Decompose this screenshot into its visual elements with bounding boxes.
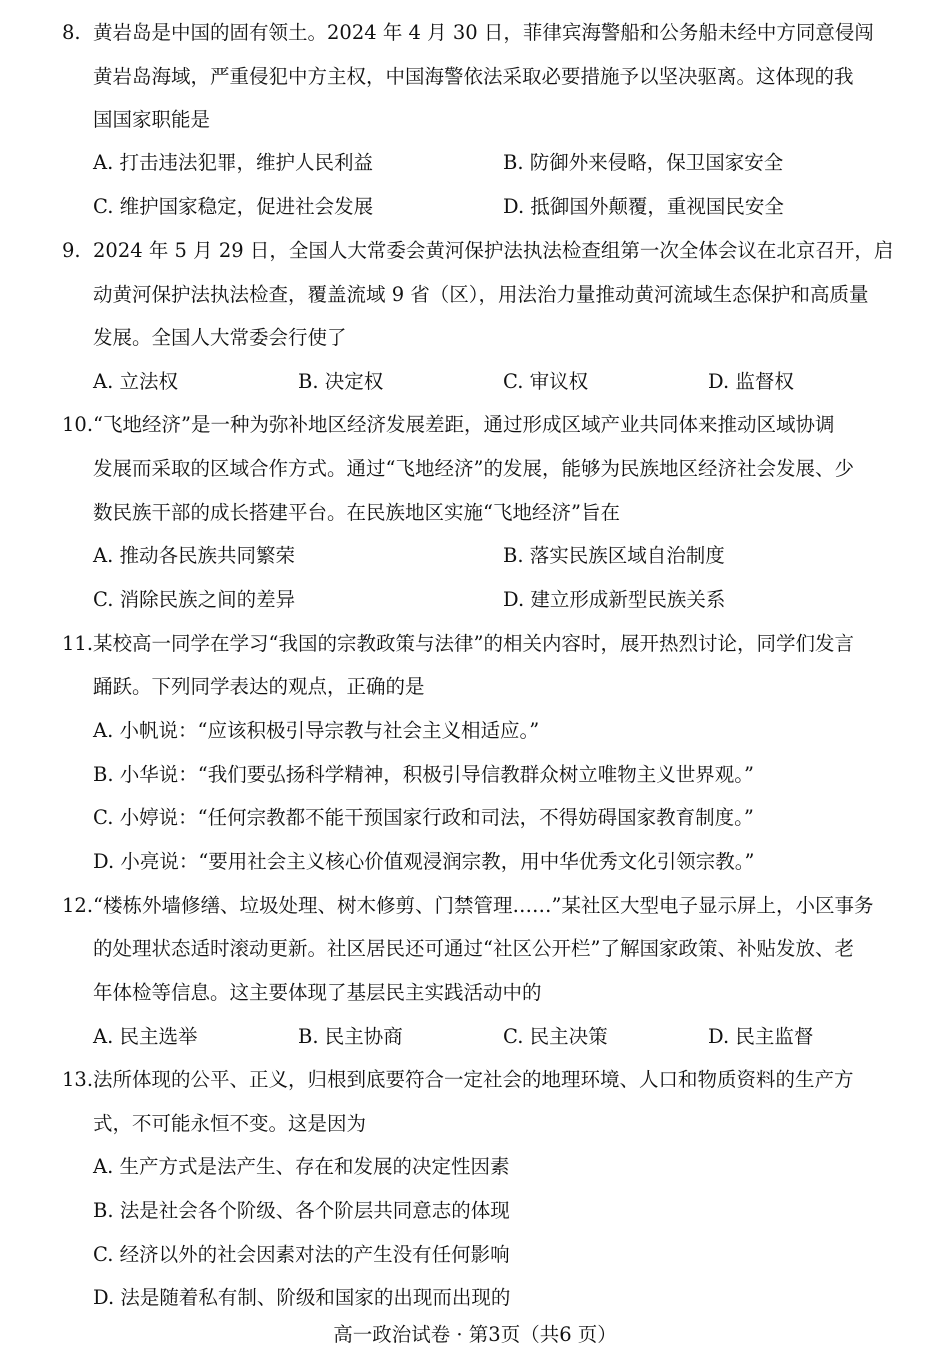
question-text-line: 法所体现的公平、正义，归根到底要符合一定社会的地理环境、人口和物质资料的生产方 <box>93 1068 854 1091</box>
option-c: C. 民主决策 <box>503 1025 608 1048</box>
page-footer: 高一政治试卷 · 第3页（共6 页） <box>333 1323 617 1346</box>
option-a: A. 推动各民族共同繁荣 <box>93 544 295 567</box>
question-number: 11. <box>62 632 94 655</box>
question-text-line: “飞地经济”是一种为弥补地区经济发展差距，通过形成区域产业共同体来推动区域协调 <box>93 413 835 436</box>
option-b: B. 落实民族区域自治制度 <box>503 544 725 567</box>
question-text-line: 数民族干部的成长搭建平台。在民族地区实施“飞地经济”旨在 <box>93 501 620 524</box>
option-d: D. 监督权 <box>708 370 794 393</box>
question-number: 13. <box>62 1068 94 1091</box>
question-number: 8. <box>62 21 81 44</box>
question-text-line: 国国家职能是 <box>93 108 211 131</box>
option-b: B. 防御外来侵略，保卫国家安全 <box>503 151 784 174</box>
option-d: D. 民主监督 <box>708 1025 814 1048</box>
question-text-line: 式，不可能永恒不变。这是因为 <box>93 1112 367 1135</box>
question-text-line: 发展。全国人大常委会行使了 <box>93 326 347 349</box>
option-c: C. 维护国家稳定，促进社会发展 <box>93 195 374 218</box>
option-d: D. 建立形成新型民族关系 <box>503 588 726 611</box>
option-d: D. 抵御国外颠覆，重视国民安全 <box>503 195 784 218</box>
question-text-line: 年体检等信息。这主要体现了基层民主实践活动中的 <box>93 981 542 1004</box>
option-a: A. 小帆说：“应该积极引导宗教与社会主义相适应。” <box>93 719 540 742</box>
option-d: D. 小亮说：“要用社会主义核心价值观浸润宗教，用中华优秀文化引领宗教。” <box>93 850 755 873</box>
question-number: 9. <box>62 239 81 262</box>
question-text-line: 黄岩岛海域，严重侵犯中方主权，中国海警依法采取必要措施予以坚决驱离。这体现的我 <box>93 65 854 88</box>
option-a: A. 立法权 <box>93 370 178 393</box>
question-text-line: 发展而采取的区域合作方式。通过“飞地经济”的发展，能够为民族地区经济社会发展、少 <box>93 457 854 480</box>
option-d: D. 法是随着私有制、阶级和国家的出现而出现的 <box>93 1286 511 1309</box>
option-c: C. 审议权 <box>503 370 589 393</box>
question-text-line: 某校高一同学在学习“我国的宗教政策与法律”的相关内容时，展开热烈讨论，同学们发言 <box>93 632 854 655</box>
question-text-line: 动黄河保护法执法检查，覆盖流域 9 省（区），用法治力量推动黄河流域生态保护和高质量 <box>93 283 869 306</box>
option-b: B. 决定权 <box>298 370 384 393</box>
question-number: 10. <box>62 413 94 436</box>
question-number: 12. <box>62 894 94 917</box>
option-c: C. 小婷说：“任何宗教都不能干预国家行政和司法，不得妨碍国家教育制度。” <box>93 806 754 829</box>
option-b: B. 民主协商 <box>298 1025 403 1048</box>
option-a: A. 民主选举 <box>93 1025 198 1048</box>
option-c: C. 消除民族之间的差异 <box>93 588 296 611</box>
option-b: B. 法是社会各个阶级、各个阶层共同意志的体现 <box>93 1199 510 1222</box>
question-text-line: 踊跃。下列同学表达的观点，正确的是 <box>93 675 425 698</box>
option-a: A. 打击违法犯罪，维护人民利益 <box>93 151 373 174</box>
question-text-line: 2024 年 5 月 29 日，全国人大常委会黄河保护法执法检查组第一次全体会议在北京召开，启 <box>93 239 894 262</box>
option-c: C. 经济以外的社会因素对法的产生没有任何影响 <box>93 1243 510 1266</box>
question-text-line: “楼栋外墙修缮、垃圾处理、树木修剪、门禁管理……”某社区大型电子显示屏上，小区事务 <box>93 894 874 917</box>
option-b: B. 小华说：“我们要弘扬科学精神，积极引导信教群众树立唯物主义世界观。” <box>93 763 754 786</box>
question-text-line: 黄岩岛是中国的固有领土。2024 年 4 月 30 日，菲律宾海警船和公务船未经中方同意侵闯 <box>93 21 874 44</box>
option-a: A. 生产方式是法产生、存在和发展的决定性因素 <box>93 1155 510 1178</box>
question-text-line: 的处理状态适时滚动更新。社区居民还可通过“社区公开栏”了解国家政策、补贴发放、老 <box>93 937 854 960</box>
